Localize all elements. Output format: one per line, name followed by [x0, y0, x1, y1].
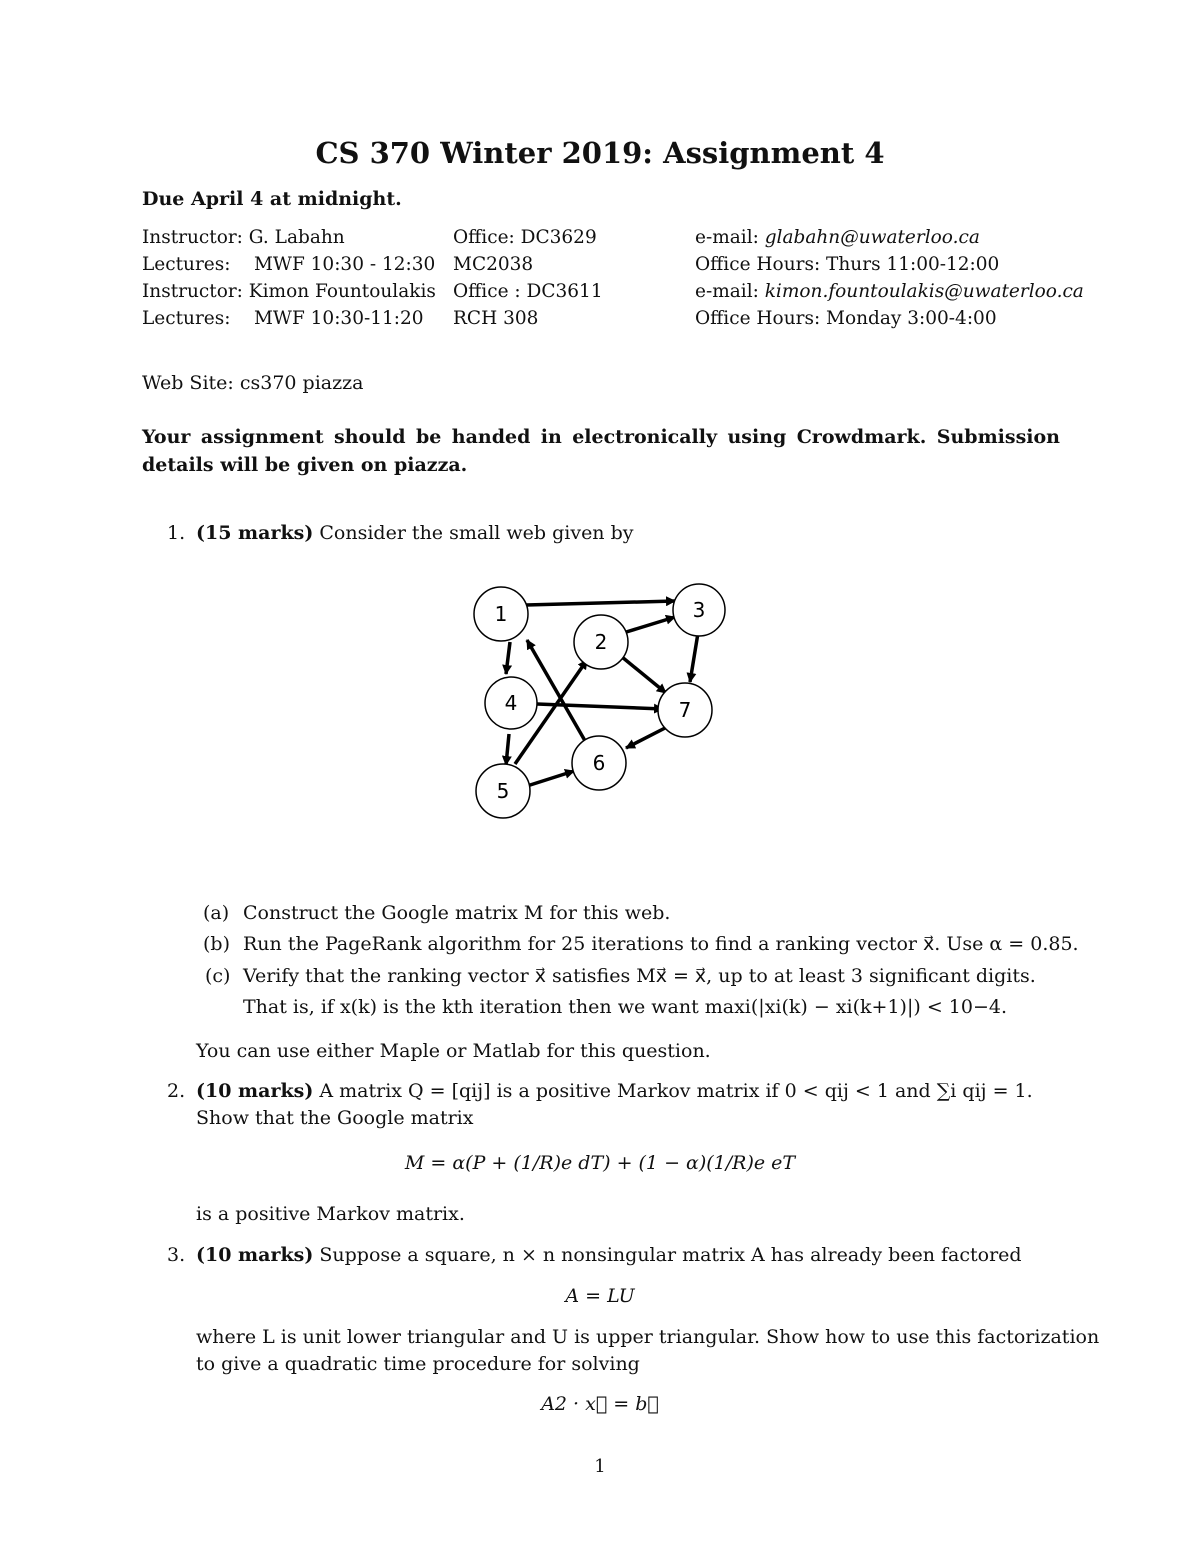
node-label-1: 1	[494, 602, 508, 626]
q1c-text2: That is, if x(k) is the kth iteration then we want maxi(|xi(k) − xi(k+1)|) < 10−4.	[243, 996, 1007, 1018]
node-label-7: 7	[678, 698, 692, 722]
q2-formula: M = α(P + (1/R)e dT) + (1 − α)(1/R)e eT	[404, 1152, 796, 1174]
q1-note: You can use either Maple or Matlab for this question.	[196, 1040, 711, 1062]
q1a-text: Construct the Google matrix M for this web.	[243, 902, 671, 924]
q1-number: 1.	[167, 522, 186, 544]
edge-2-3	[623, 617, 675, 633]
row3-col2: Office : DC3611	[453, 281, 603, 302]
edge-4-5	[506, 734, 509, 765]
website: Web Site: cs370 piazza	[142, 372, 364, 394]
node-label-5: 5	[496, 779, 510, 803]
node-label-6: 6	[592, 751, 606, 775]
q3-number: 3.	[167, 1244, 186, 1266]
edge-7-6	[626, 727, 667, 748]
q2-number: 2.	[167, 1080, 186, 1102]
due-date: Due April 4 at midnight.	[142, 188, 402, 210]
q2-after: is a positive Markov matrix.	[196, 1203, 465, 1225]
row2-col2: MC2038	[453, 254, 534, 275]
q3-text2: where L is unit lower triangular and U is upper triangular. Show how to use this factorization	[196, 1326, 1100, 1348]
q3-text: (10 marks) Suppose a square, n × n nonsingular matrix A has already been factored	[196, 1244, 1022, 1266]
q2-text: (10 marks) A matrix Q = [qij] is a positive Markov matrix if 0 < qij < 1 and ∑i qij = 1.	[196, 1080, 1033, 1102]
edge-2-7	[622, 657, 666, 693]
submission-note: Your assignment should be handed in electronically using Crowdmark. Submission details will be given on piazza.	[142, 426, 1060, 476]
q1-text: (15 marks) Consider the small web given by	[196, 522, 634, 544]
q3-text3: to give a quadratic time procedure for solving	[196, 1353, 640, 1375]
node-label-4: 4	[504, 691, 518, 715]
node-label-2: 2	[594, 630, 608, 654]
q1c-label: (c)	[205, 965, 231, 987]
q1c-text1: Verify that the ranking vector x⃗ satisfies Mx⃗ = x⃗, up to at least 3 significant digits.	[243, 965, 1036, 987]
edge-3-7	[690, 633, 698, 682]
row1-col1: Instructor: G. Labahn	[142, 227, 345, 248]
row2-col1: Lectures: MWF 10:30 - 12:30	[142, 254, 436, 275]
row2-col3: Office Hours: Thurs 11:00-12:00	[695, 254, 1000, 275]
email-fountoulakis[interactable]: kimon.fountoulakis@uwaterloo.ca	[764, 281, 1084, 302]
row1-col3: e-mail: glabahn@uwaterloo.ca	[695, 227, 980, 248]
edge-5-6	[527, 771, 574, 786]
row4-col3: Office Hours: Monday 3:00-4:00	[695, 308, 997, 329]
row4-col1: Lectures: MWF 10:30-11:20	[142, 308, 424, 329]
page-title: CS 370 Winter 2019: Assignment 4	[315, 136, 885, 170]
row1-col2: Office: DC3629	[453, 227, 597, 248]
q1b-label: (b)	[203, 933, 230, 955]
email-labahn[interactable]: glabahn@uwaterloo.ca	[764, 227, 980, 248]
edge-1-4	[506, 642, 510, 674]
q1b-text: Run the PageRank algorithm for 25 iterations to find a ranking vector x⃗. Use α = 0.85.	[243, 933, 1079, 955]
q3-formula1: A = LU	[565, 1285, 635, 1307]
node-label-3: 3	[692, 598, 706, 622]
row3-col1: Instructor: Kimon Fountoulakis	[142, 281, 436, 302]
q2-text2: Show that the Google matrix	[196, 1107, 474, 1129]
page-number: 1	[594, 1456, 606, 1477]
web-graph	[440, 570, 770, 835]
q1a-label: (a)	[203, 902, 230, 924]
row3-col3: e-mail: kimon.fountoulakis@uwaterloo.ca	[695, 281, 1084, 302]
edge-1-3	[526, 601, 675, 605]
row4-col2: RCH 308	[453, 308, 539, 329]
q3-formula2: A2 · x⃗ = b⃗	[541, 1393, 659, 1415]
